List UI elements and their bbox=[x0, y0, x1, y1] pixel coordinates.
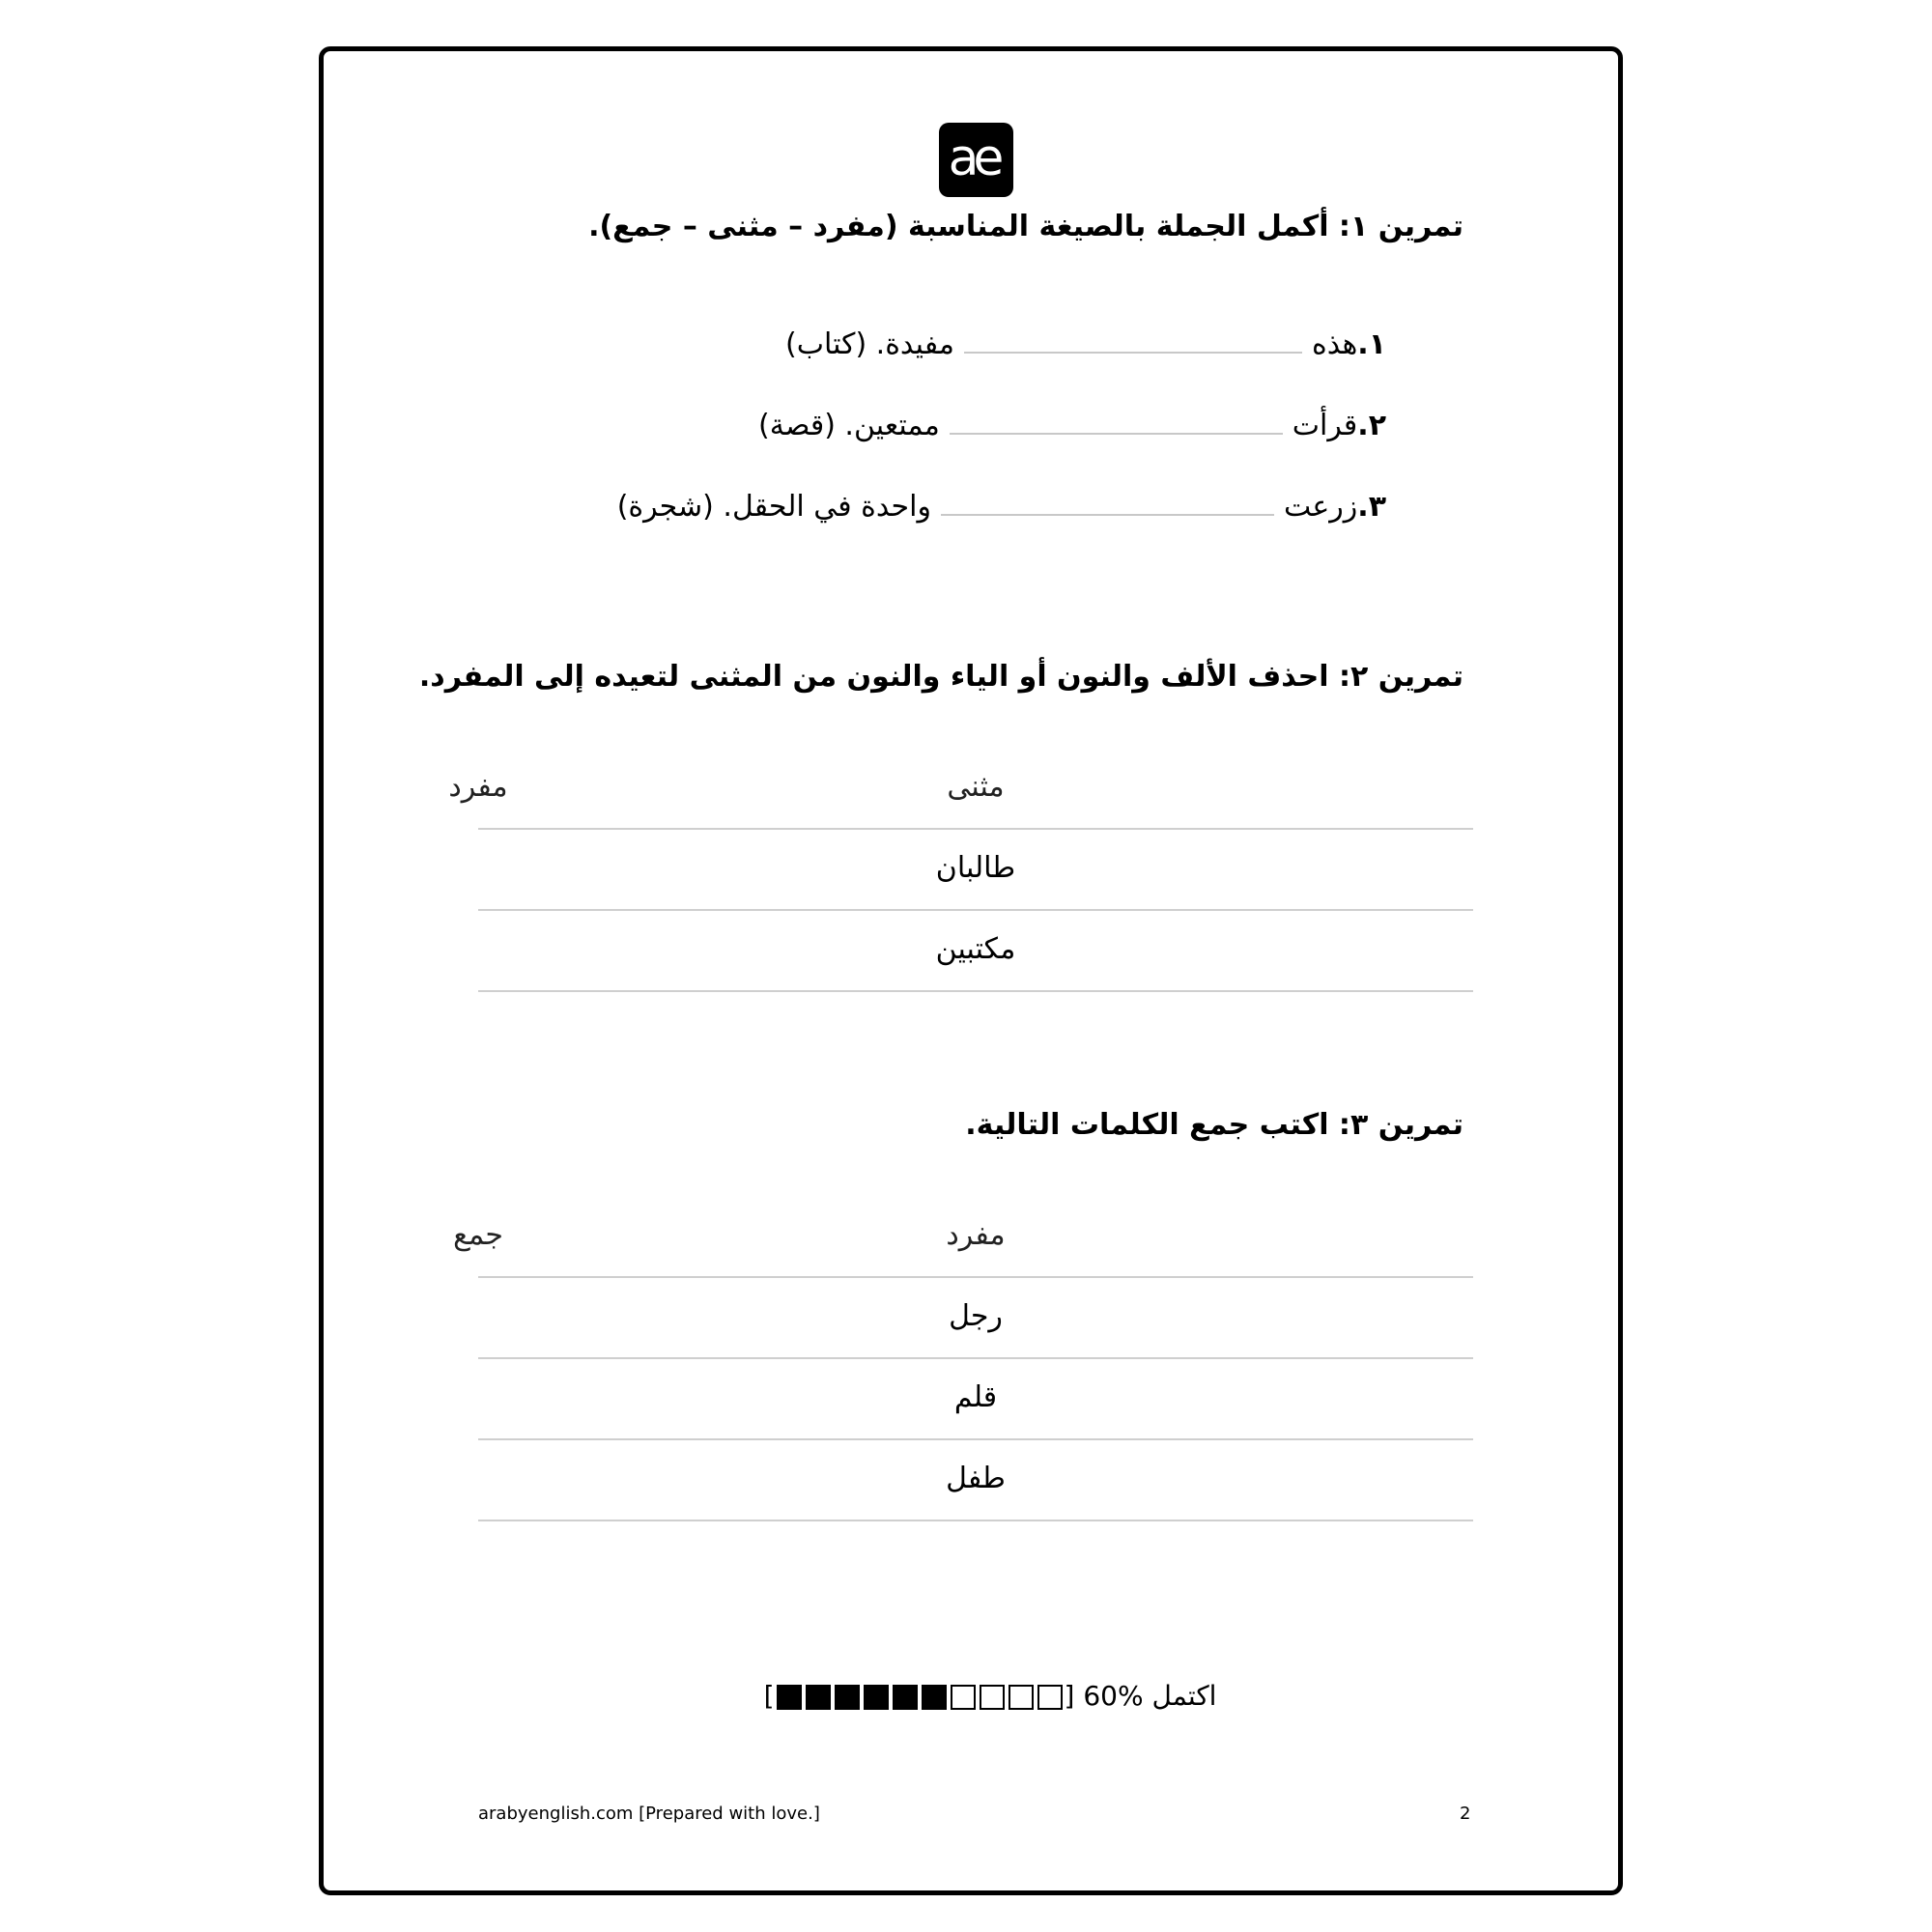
progress-box-filled bbox=[777, 1685, 802, 1710]
answer-cell[interactable] bbox=[333, 909, 623, 990]
progress-bracket-close: ] bbox=[1064, 1680, 1075, 1712]
progress-box-filled bbox=[922, 1685, 947, 1710]
answer-blank[interactable] bbox=[964, 351, 1302, 354]
exercise-2-title: تمرين ٢: احذف الألف والنون أو الياء والنون من المثنى لتعيده إلى المفرد. bbox=[418, 660, 1463, 694]
exercise-1-item-2 bbox=[758, 409, 1386, 442]
exercise-3-title: تمرين ٣: اكتب جمع الكلمات التالية. bbox=[965, 1108, 1463, 1142]
page-number: 2 bbox=[1460, 1804, 1471, 1824]
progress-label: اكتمل bbox=[1151, 1680, 1217, 1712]
progress-box-filled bbox=[806, 1685, 831, 1710]
progress-percent: 60% bbox=[1083, 1680, 1144, 1712]
item-text-before: هذه bbox=[1311, 327, 1358, 361]
table-row bbox=[478, 1276, 1473, 1359]
progress-boxes bbox=[775, 1685, 1065, 1710]
progress-box-filled bbox=[893, 1685, 918, 1710]
table-row bbox=[478, 909, 1473, 992]
table-row bbox=[478, 1438, 1473, 1521]
item-number: ٢. bbox=[1357, 409, 1386, 442]
table-row bbox=[478, 1357, 1473, 1440]
progress-box-empty bbox=[980, 1685, 1005, 1710]
singular-word: رجل bbox=[949, 1299, 1003, 1333]
footer-site: arabyenglish.com [Prepared with love.] bbox=[478, 1804, 820, 1824]
exercise-1-item-1 bbox=[785, 327, 1386, 361]
singular-word: طفل bbox=[946, 1462, 1006, 1495]
brand-logo: ae bbox=[939, 123, 1013, 197]
dual-word: مكتبين bbox=[935, 932, 1016, 966]
progress-indicator bbox=[749, 1680, 1232, 1712]
exercise-1-title: تمرين ١: أكمل الجملة بالصيغة المناسبة (مفرد – مثنى – جمع). bbox=[588, 210, 1463, 243]
progress-box-filled bbox=[864, 1685, 889, 1710]
item-number: ١. bbox=[1357, 327, 1386, 361]
answer-blank[interactable] bbox=[950, 432, 1283, 435]
table-row bbox=[478, 828, 1473, 911]
progress-box-filled bbox=[835, 1685, 860, 1710]
answer-cell[interactable] bbox=[333, 1357, 623, 1438]
exercise-1-item-3 bbox=[617, 490, 1386, 524]
item-text-after: واحدة في الحقل. (شجرة) bbox=[616, 490, 931, 524]
answer-cell[interactable] bbox=[333, 1438, 623, 1520]
column-header-dual: مثنى bbox=[947, 770, 1005, 804]
column-header-singular: مفرد bbox=[946, 1218, 1006, 1252]
table-header-row bbox=[448, 747, 1473, 830]
item-number: ٣. bbox=[1357, 490, 1386, 524]
column-header-singular: مفرد bbox=[448, 770, 508, 804]
dual-word: طالبان bbox=[935, 851, 1016, 885]
table-header-row bbox=[453, 1195, 1473, 1278]
item-text-before: زرعت bbox=[1283, 490, 1358, 524]
item-text-after: ممتعين. (قصة) bbox=[758, 409, 940, 442]
progress-bracket-open: [ bbox=[763, 1680, 775, 1712]
column-header-plural: جمع bbox=[453, 1218, 503, 1252]
worksheet-page bbox=[319, 46, 1623, 1895]
answer-blank[interactable] bbox=[941, 513, 1274, 516]
progress-box-empty bbox=[1009, 1685, 1034, 1710]
answer-cell[interactable] bbox=[333, 1276, 623, 1357]
progress-box-empty bbox=[951, 1685, 976, 1710]
singular-word: قلم bbox=[953, 1380, 998, 1414]
progress-box-empty bbox=[1037, 1685, 1063, 1710]
item-text-before: قرأت bbox=[1292, 409, 1358, 442]
item-text-after: مفيدة. (كتاب) bbox=[785, 327, 954, 361]
answer-cell[interactable] bbox=[333, 828, 623, 909]
